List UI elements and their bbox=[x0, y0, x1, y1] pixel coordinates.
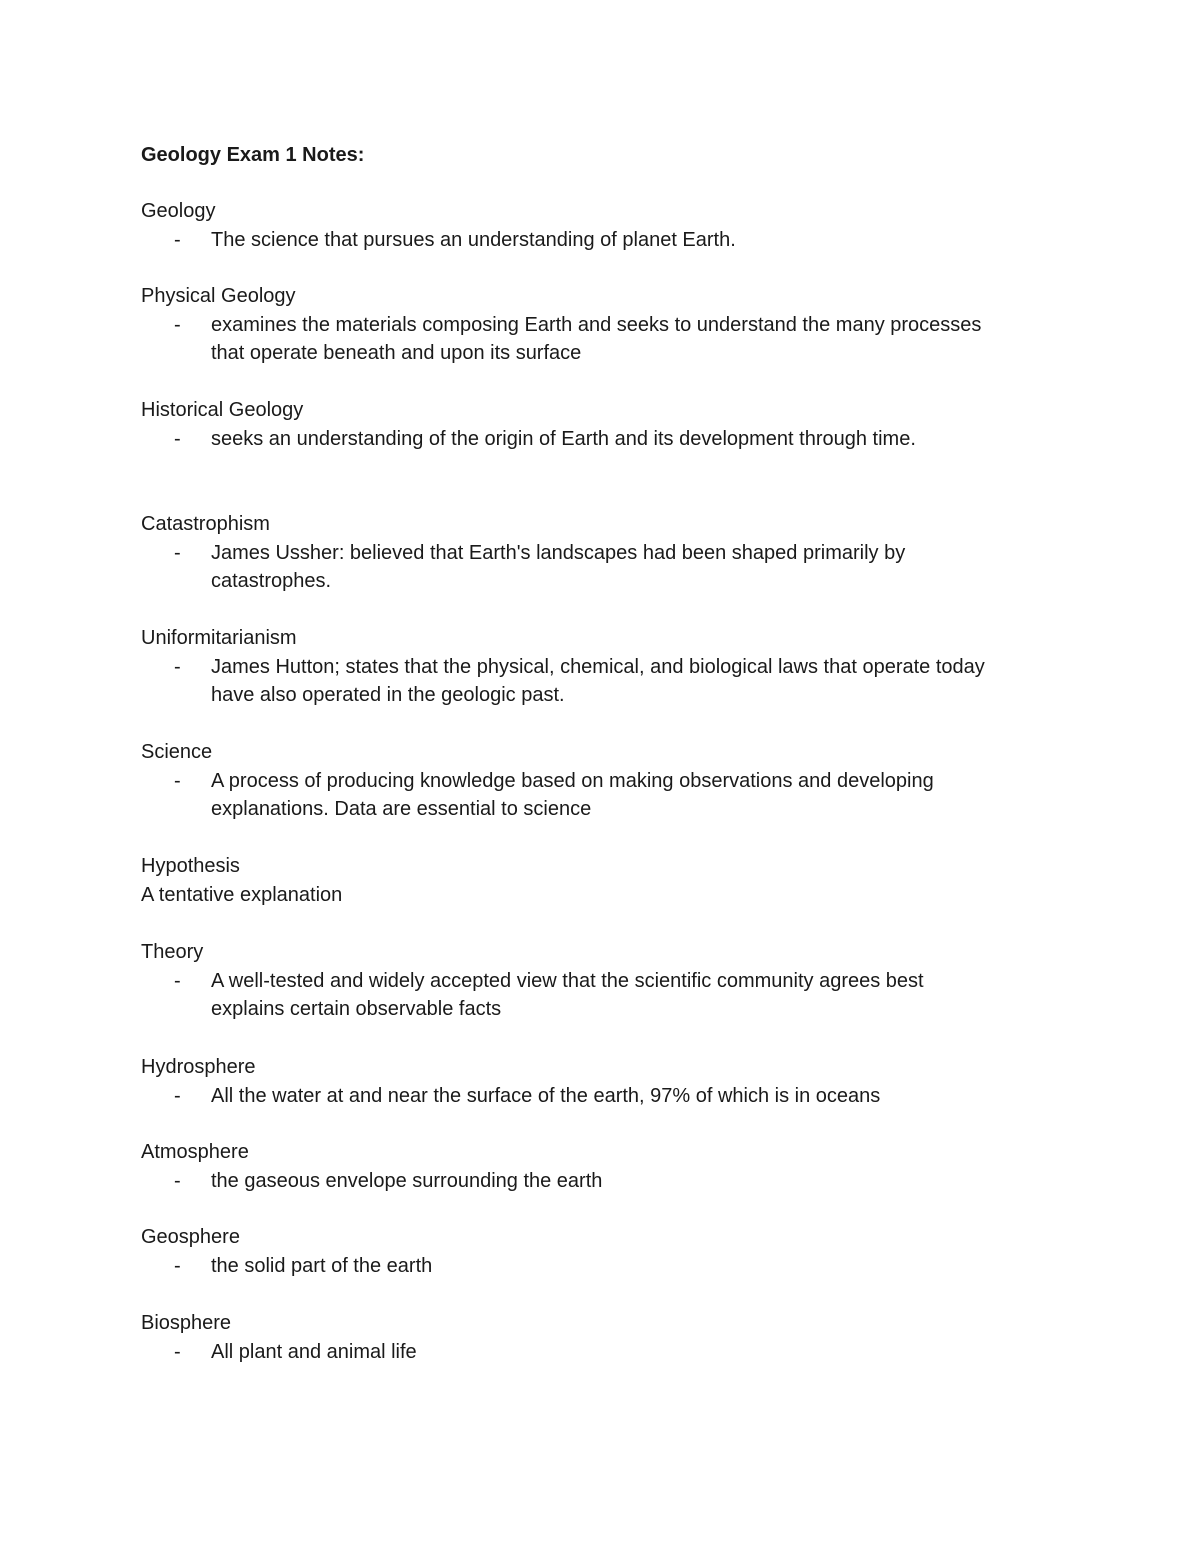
bullet-text: James Hutton; states that the physical, chemical, and biological laws that operate today bbox=[211, 655, 985, 678]
bullet-marker: - bbox=[174, 313, 181, 336]
bullet-text: explains certain observable facts bbox=[211, 998, 502, 1020]
bullet-marker: - bbox=[174, 228, 181, 251]
term-definition: A tentative explanation bbox=[141, 883, 343, 906]
bullet-marker: - bbox=[174, 969, 181, 992]
bullet-marker: - bbox=[174, 1084, 181, 1107]
bullet-text: have also operated in the geologic past. bbox=[211, 684, 565, 706]
bullet-text: All plant and animal life bbox=[211, 1340, 417, 1363]
bullet-marker: - bbox=[174, 1254, 181, 1277]
term-heading: Historical Geology bbox=[141, 399, 304, 421]
term-heading: Science bbox=[141, 741, 213, 763]
bullet-text: A process of producing knowledge based on making observations and developing bbox=[211, 769, 934, 792]
bullet-text: catastrophes. bbox=[211, 570, 332, 592]
bullet-marker: - bbox=[174, 655, 181, 678]
bullet-text: A well-tested and widely accepted view that the scientific community agrees best bbox=[211, 969, 924, 992]
document-title: Geology Exam 1 Notes: bbox=[141, 144, 365, 166]
term-heading: Hydrosphere bbox=[141, 1056, 256, 1078]
term-heading: Hypothesis bbox=[141, 855, 240, 877]
bullet-marker: - bbox=[174, 1169, 181, 1192]
bullet-text: All the water at and near the surface of the earth, 97% of which is in oceans bbox=[211, 1084, 881, 1107]
bullet-marker: - bbox=[174, 427, 181, 450]
bullet-marker: - bbox=[174, 541, 181, 564]
term-heading: Physical Geology bbox=[141, 285, 296, 307]
term-heading: Biosphere bbox=[141, 1312, 232, 1334]
bullet-marker: - bbox=[174, 1340, 181, 1363]
bullet-text: examines the materials composing Earth and seeks to understand the many processes bbox=[211, 313, 982, 336]
bullet-text: the solid part of the earth bbox=[211, 1254, 433, 1277]
bullet-text: explanations. Data are essential to science bbox=[211, 798, 592, 820]
bullet-text: the gaseous envelope surrounding the earth bbox=[211, 1169, 603, 1192]
term-heading: Theory bbox=[141, 941, 204, 963]
term-heading: Catastrophism bbox=[141, 513, 270, 535]
bullet-text: that operate beneath and upon its surface bbox=[211, 342, 582, 364]
term-heading: Uniformitarianism bbox=[141, 627, 297, 649]
bullet-text: seeks an understanding of the origin of Earth and its development through time. bbox=[211, 427, 916, 450]
term-heading: Geology bbox=[141, 200, 216, 222]
term-heading: Atmosphere bbox=[141, 1141, 249, 1163]
bullet-text: James Ussher: believed that Earth's landscapes had been shaped primarily by bbox=[211, 541, 906, 564]
bullet-text: The science that pursues an understanding of planet Earth. bbox=[211, 228, 736, 251]
bullet-marker: - bbox=[174, 769, 181, 792]
term-heading: Geosphere bbox=[141, 1226, 240, 1248]
